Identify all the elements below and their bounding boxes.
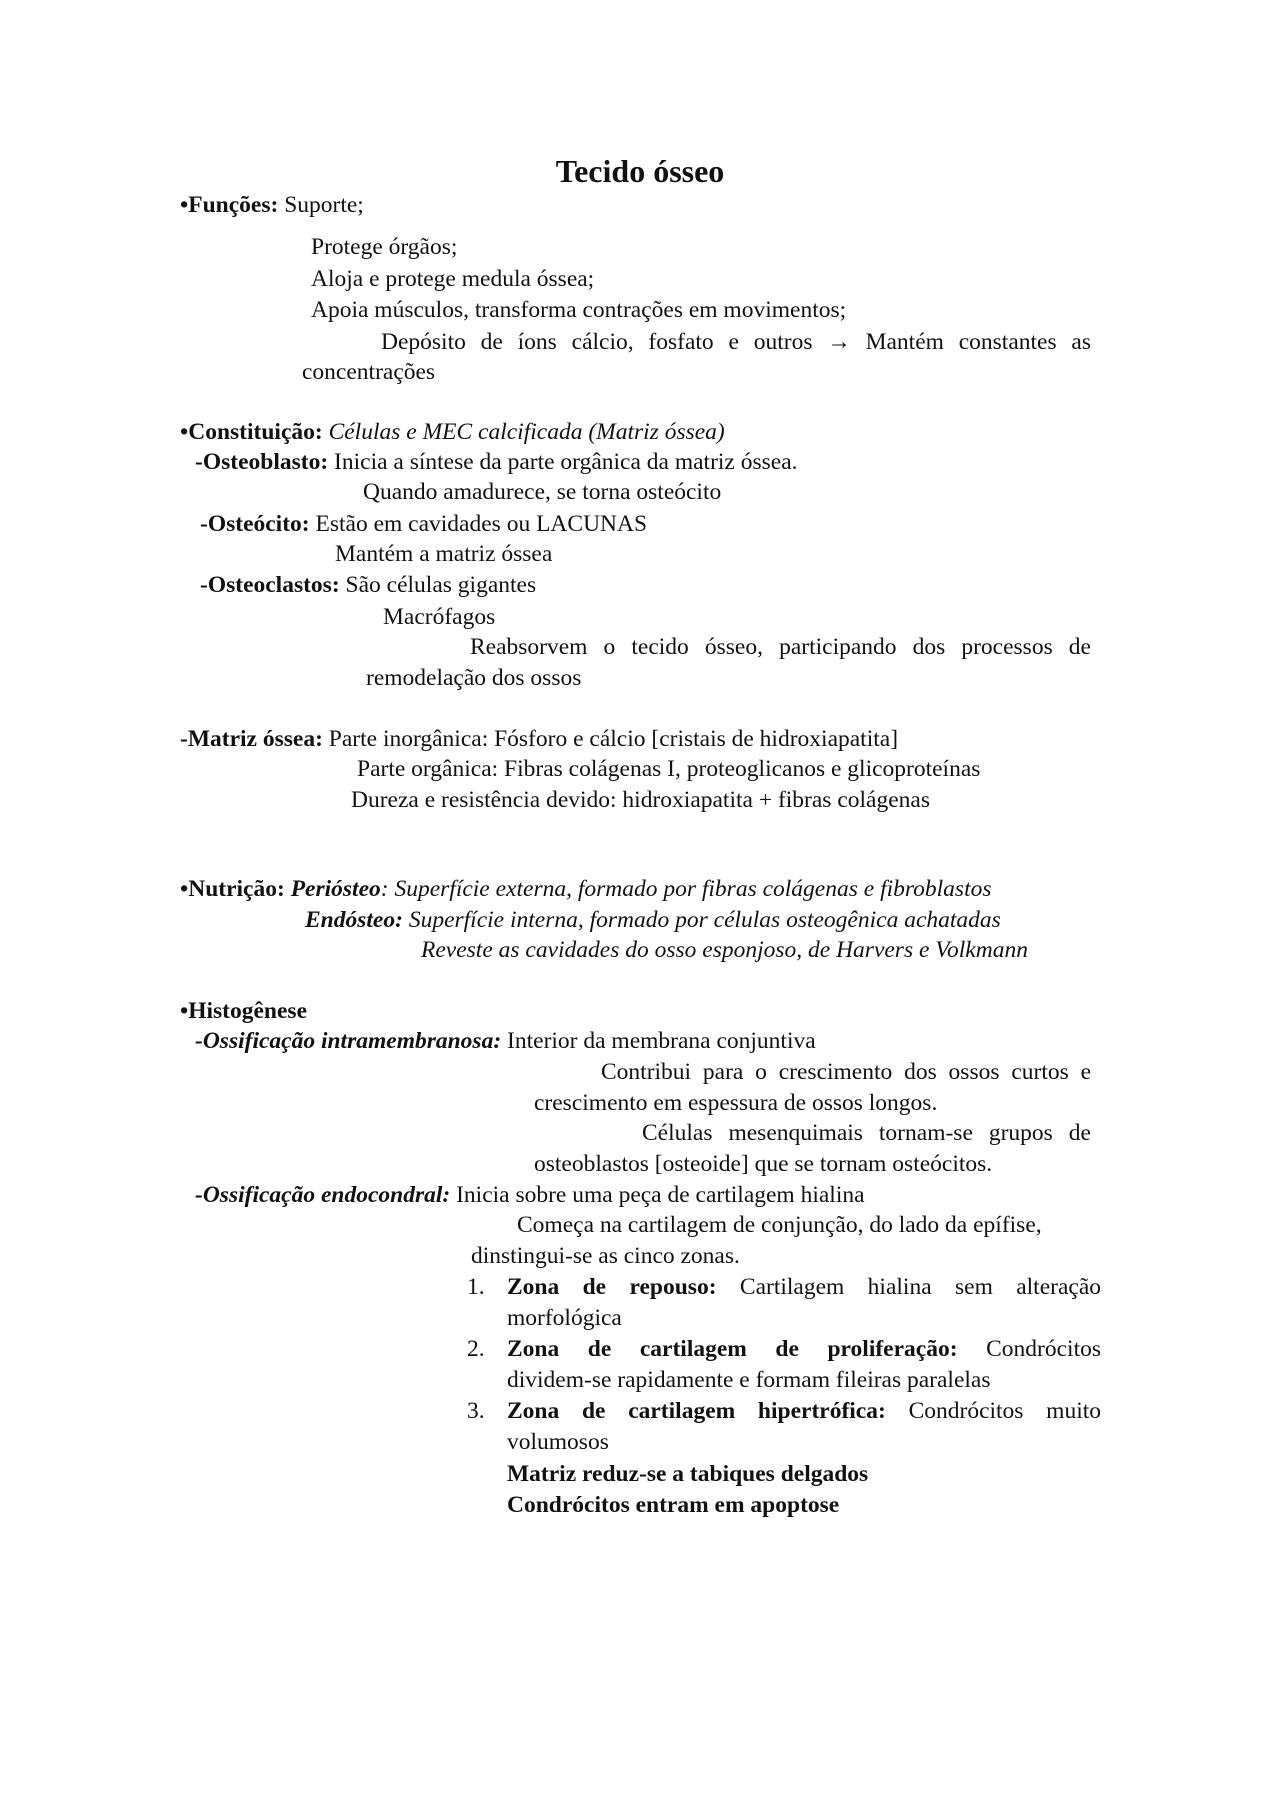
list-item [507,1334,1101,1364]
constituicao-line [180,417,725,447]
funcoes-item: Aloja e protege medula óssea; [311,266,595,292]
zona-label: Zona de cartilagem de proliferação: [507,1336,958,1362]
funcoes-label: •Funções: [180,192,279,218]
list-item [507,1272,1101,1302]
endo-line [195,1180,865,1210]
zona-cont: volumosos [507,1429,609,1455]
histogenese-label [180,996,307,1026]
osteoclastos-text2: Macrófagos [383,604,496,630]
osteoclastos-text: São células gigantes [345,572,537,598]
endosteo-text: Superfície interna, formado por células osteogênica achatadas [408,907,1001,933]
matriz-label: -Matriz óssea: [180,726,323,752]
intra-text3-cont: osteoblastos [osteoide] que se tornam osteócitos. [534,1151,993,1177]
periosteo-text: Superfície externa, formado por fibras colágenas e fibroblastos [394,876,992,902]
list-item-number: 2. [467,1336,485,1362]
endo-text2: Começa na cartilagem de conjunção, do lado da epífise, [517,1212,1042,1238]
intra-label: -Ossificação intramembranosa: [195,1028,502,1054]
intra-text3: Células mesenquimais tornam-se grupos de [642,1120,1091,1146]
list-item-number: 3. [467,1398,485,1424]
zona-cont: dividem-se rapidamente e formam fileiras paralelas [507,1367,991,1393]
funcoes-deposito: Depósito de íons cálcio, fosfato e outros → Mantém constantes as [381,329,1091,355]
osteocito-label: -Osteócito: [200,511,310,537]
periosteo-colon: : [380,876,389,902]
zona-text: Condrócitos [986,1336,1101,1362]
osteoblasto-line [195,447,798,477]
zona-text: Cartilagem hialina sem alteração [739,1274,1102,1300]
zona3-extra2 [507,1490,839,1520]
osteoclastos-label: -Osteoclastos: [200,572,340,598]
funcoes-item: Protege órgãos; [311,234,458,260]
osteoblasto-text2: Quando amadurece, se torna osteócito [363,479,722,505]
osteocito-text: Estão em cavidades ou LACUNAS [315,511,648,537]
osteoblasto-label: -Osteoblasto: [195,449,329,475]
nutricao-line [180,874,992,904]
osteoblasto-text: Inicia a síntese da parte orgânica da matriz óssea. [334,449,798,475]
histogenese-label-text: •Histogênese [180,998,308,1024]
funcoes-line [180,190,364,220]
zona3-extra2-text: Condrócitos entram em apoptose [507,1492,840,1518]
osteoclastos-line [200,570,536,600]
endosteo-label: Endósteo: [305,907,403,933]
endosteo-line [305,905,1001,935]
osteocito-line [200,509,647,539]
funcoes-item: Apoia músculos, transforma contrações em movimentos; [311,297,847,323]
list-item [507,1396,1101,1426]
nutricao-label: •Nutrição: [180,876,285,902]
zona3-extra1-text: Matriz reduz-se a tabiques delgados [507,1461,869,1487]
intra-line [195,1026,816,1056]
endosteo-text2 [421,935,1028,965]
zona-label: Zona de repouso: [507,1274,717,1300]
zona-text: Condrócitos muito [908,1398,1102,1424]
matriz-text1: Parte inorgânica: Fósforo e cálcio [cristais de hidroxiapatita] [328,726,899,752]
periosteo-label: Perióst​eo [290,876,381,902]
page-title: Tecido ósseo [555,153,725,189]
osteoclastos-text3-cont: remodelação dos ossos [366,665,582,691]
funcoes-first: Suporte; [284,192,364,218]
zona-label: Zona de cartilagem hipertrófica: [507,1398,886,1424]
funcoes-deposito-cont: concentrações [302,359,436,385]
endo-label: -Ossificação endocondral: [195,1182,451,1208]
intra-text: Interior da membrana conjuntiva [507,1028,816,1054]
constituicao-label: •Constituição: [180,419,323,445]
intra-text2-cont: crescimento em espessura de ossos longos. [534,1090,938,1116]
matriz-text3: Dureza e resistência devido: hidroxiapatita + fibras colágenas [351,787,930,813]
endo-text: Inicia sobre uma peça de cartilagem hialina [456,1182,865,1208]
intra-text2: Contribui para o crescimento dos ossos curtos e [601,1059,1091,1085]
osteoclastos-text3: Reabsorvem o tecido ósseo, participando dos processos de [470,634,1091,660]
constituicao-text: Células e MEC calcificada (Matriz óssea) [328,419,725,445]
osteocito-text2: Mantém a matriz óssea [335,541,553,567]
zona-cont: morfológica [507,1305,622,1331]
endosteo-text2-italic: Reveste as cavidades do osso esponjoso, de Harvers e Volkmann [421,937,1028,963]
matriz-line [180,724,898,754]
list-item-number: 1. [467,1274,485,1300]
matriz-text2: Parte orgânica: Fibras colágenas I, proteoglicanos e glicoproteínas [357,756,981,782]
endo-text2-cont: dinstingui-se as cinco zonas. [471,1243,740,1269]
zona3-extra1 [507,1459,868,1489]
